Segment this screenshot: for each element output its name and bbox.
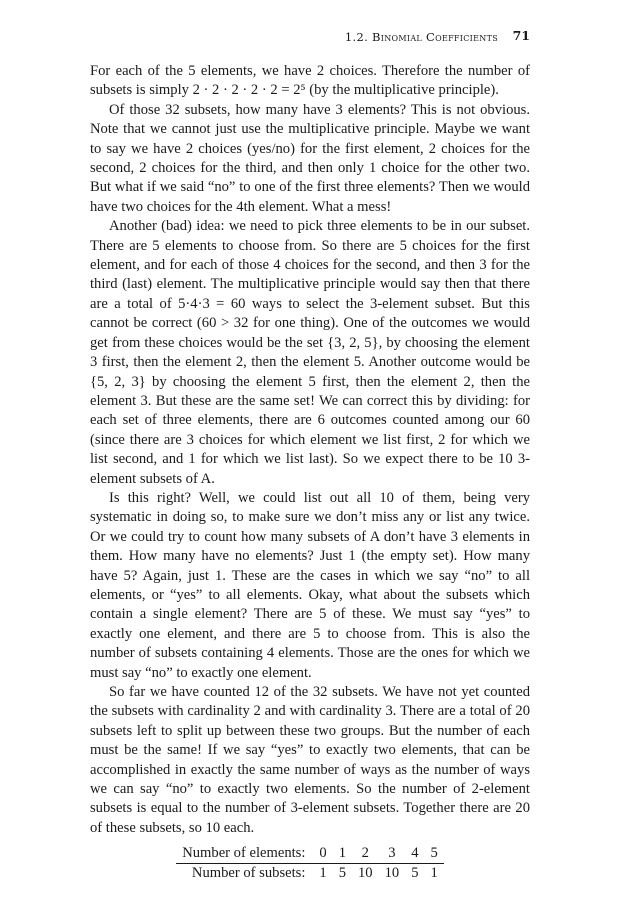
table-cell: 1 — [333, 844, 352, 864]
table-cell: 0 — [313, 844, 332, 864]
table-row-elements — [176, 844, 444, 864]
paragraph-5: So far we have counted 12 of the 32 subsets. We have not yet counted the subsets with cardinality 2 and with cardinality 3. There are a total of 20 subsets left to split up between these two groups. But the number of each must be the same! If we say “yes” to exactly two elements, that can be accomplished in exactly the same number of ways as the number of ways we can say “no” to exactly two elements. So the number of 2-element subsets is equal to the number of 3-element subsets. Together there are 20 of these subsets, so 10 each. — [90, 684, 530, 836]
table-row-subsets — [176, 864, 444, 884]
row-label-elements: Number of elements: — [176, 844, 313, 864]
paragraph-2: Of those 32 subsets, how many have 3 elements? This is not obvious. Note that we cannot just use the multiplicative principle. Maybe we want to say we have 2 choices (yes/no) for the first element, 2 choices for the second, 2 choices for the third, and then only 1 choice for the other two. But what if we said “no” to one of the first three elements? Then we would have two choices for the 4th element. What a mess! — [90, 101, 530, 215]
table-cell: 5 — [338, 865, 346, 882]
body-text — [90, 62, 530, 838]
page-number: 71 — [512, 28, 530, 43]
table-cell: 4 — [405, 844, 424, 864]
section-title: 1.2. Binomial Coefficients — [344, 30, 498, 44]
table-cell: 5 — [411, 865, 419, 882]
table-cell: 5 — [424, 844, 443, 864]
running-head — [90, 26, 530, 48]
table-cell: 3 — [379, 844, 406, 864]
table-cell: 10 — [358, 865, 373, 882]
table-cell: 2 — [352, 844, 379, 864]
table-cell: 1 — [319, 865, 327, 882]
table-cell: 1 — [430, 865, 438, 882]
subset-count-table — [176, 844, 444, 883]
paragraph-1: For each of the 5 elements, we have 2 choices. Therefore the number of subsets is simply 2 · 2 · 2 · 2 · 2 = 2⁵ (by the multiplicative principle). — [90, 63, 530, 99]
page — [90, 26, 530, 883]
row-label-subsets: Number of subsets: — [191, 865, 306, 882]
table-cell: 10 — [384, 865, 400, 882]
paragraph-4: Is this right? Well, we could list out all 10 of them, being very systematic in doing so, to make sure we don’t miss any or list any twice. Or we could try to count how many subsets of A don’t have 3 elements in them. How many have no elements? Just 1 (the empty set). How many have 5? Again, just 1. These are the cases in which we say “no” to all elements, or “yes” to all elements. Okay, what about the subsets which contain a single element? There are 5 of these. We must say “yes” to exactly one element, and there are 5 to choose from. This is also the number of subsets containing 4 elements. Those are the ones for which we must say “no” to exactly one element. — [90, 489, 530, 681]
paragraph-3: Another (bad) idea: we need to pick three elements to be in our subset. There are 5 elements to choose from. So there are 5 choices for the first element, and for each of those 4 choices for the second, and then 3 for the third (last) element. The multiplicative principle would say then that there are a total of 5·4·3 = 60 ways to select the 3-element subset. But this cannot be correct (60 > 32 for one thing). One of the outcomes we would get from these choices would be the set {3, 2, 5}, by choosing the element 3 first, then the element 2, then the element 5. Another outcome would be {5, 2, 3} by choosing the element 5 first, then the element 2, then the element 3. But these are the same set! We can correct this by dividing: for each set of three elements, there are 6 outcomes counted among our 60 (since there are 3 choices for which element we list first, 2 for which we list second, and 1 for which we list last). So we expect there to be 10 3-element subsets of A. — [90, 218, 530, 487]
